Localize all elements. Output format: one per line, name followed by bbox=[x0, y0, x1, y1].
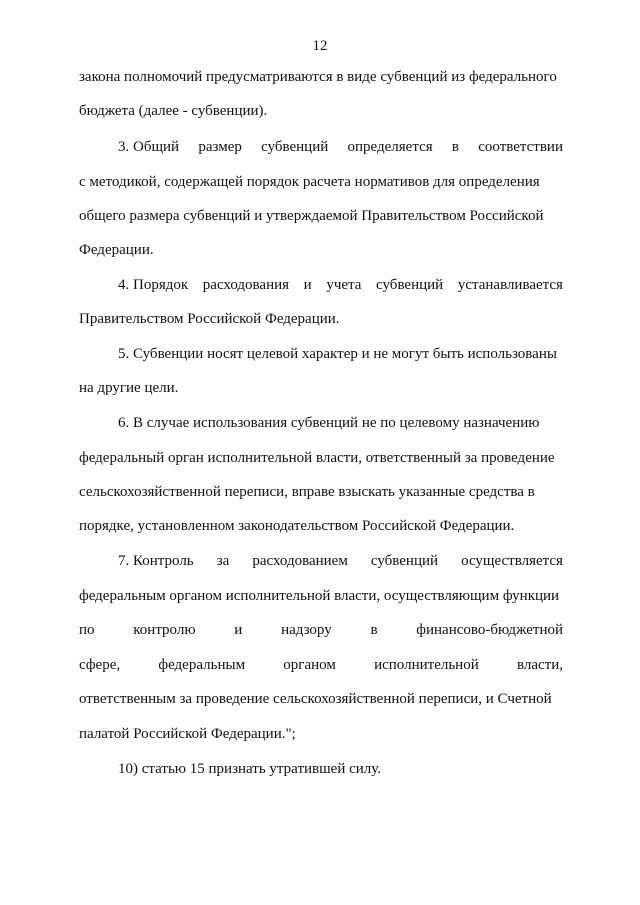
word: 4. Порядок bbox=[118, 277, 189, 293]
text-line: федеральный орган исполнительной власти, ответственный за проведение bbox=[79, 450, 555, 466]
word: финансово-бюджетной bbox=[416, 622, 563, 638]
word: субвенций bbox=[261, 139, 329, 155]
word: контролю bbox=[133, 622, 196, 638]
word: осуществляется bbox=[461, 553, 563, 569]
paragraph-4-first-line bbox=[118, 276, 563, 294]
word: соответствии bbox=[478, 139, 563, 155]
text-line: палатой Российской Федерации."; bbox=[79, 726, 296, 742]
text-line: ответственным за проведение сельскохозяйственной переписи, и Счетной bbox=[79, 691, 552, 707]
paragraph-6-first-line: 6. В случае использования субвенций не по целевому назначению bbox=[118, 415, 540, 431]
word: расходования bbox=[202, 277, 290, 293]
word: субвенций bbox=[370, 553, 439, 569]
word: учета bbox=[326, 277, 362, 293]
text-line: закона полномочий предусматриваются в виде субвенций из федерального bbox=[79, 69, 557, 85]
word: устанавливается bbox=[457, 277, 563, 293]
text-line: общего размера субвенций и утверждаемой Правительством Российской bbox=[79, 208, 544, 224]
justified-line bbox=[79, 656, 563, 674]
text-line: бюджета (далее - субвенции). bbox=[79, 103, 268, 119]
item-10-line: 10) статью 15 признать утратившей силу. bbox=[118, 761, 382, 777]
text-line: сельскохозяйственной переписи, вправе взыскать указанные средства в bbox=[79, 484, 535, 500]
text-line: федеральным органом исполнительной власти, осуществляющим функции bbox=[79, 588, 560, 604]
word: 3. Общий bbox=[118, 139, 180, 155]
text-line: на другие цели. bbox=[79, 380, 179, 396]
word: размер bbox=[198, 139, 242, 155]
word: в bbox=[370, 622, 378, 638]
word: за bbox=[216, 553, 230, 569]
paragraph-3-first-line bbox=[118, 138, 563, 156]
text-line: Правительством Российской Федерации. bbox=[79, 311, 340, 327]
word: исполнительной bbox=[374, 657, 479, 673]
word: 7. Контроль bbox=[118, 553, 194, 569]
page-number: 12 bbox=[312, 38, 328, 54]
word: в bbox=[451, 139, 459, 155]
paragraph-7-first-line bbox=[118, 552, 563, 570]
word: и bbox=[303, 277, 312, 293]
text-line: порядке, установленном законодательством Российской Федерации. bbox=[79, 518, 515, 534]
paragraph-5-first-line: 5. Субвенции носят целевой характер и не могут быть использованы bbox=[118, 346, 557, 362]
word: определяется bbox=[347, 139, 433, 155]
text-line: с методикой, содержащей порядок расчета нормативов для определения bbox=[79, 174, 540, 190]
word: сфере, bbox=[79, 657, 121, 673]
word: надзору bbox=[281, 622, 332, 638]
word: и bbox=[234, 622, 243, 638]
word: по bbox=[79, 622, 95, 638]
word: власти, bbox=[516, 657, 563, 673]
word: федеральным bbox=[158, 657, 246, 673]
text-line: Федерации. bbox=[79, 242, 154, 258]
justified-line bbox=[79, 621, 563, 639]
word: органом bbox=[283, 657, 336, 673]
word: субвенций bbox=[376, 277, 444, 293]
word: расходованием bbox=[252, 553, 348, 569]
